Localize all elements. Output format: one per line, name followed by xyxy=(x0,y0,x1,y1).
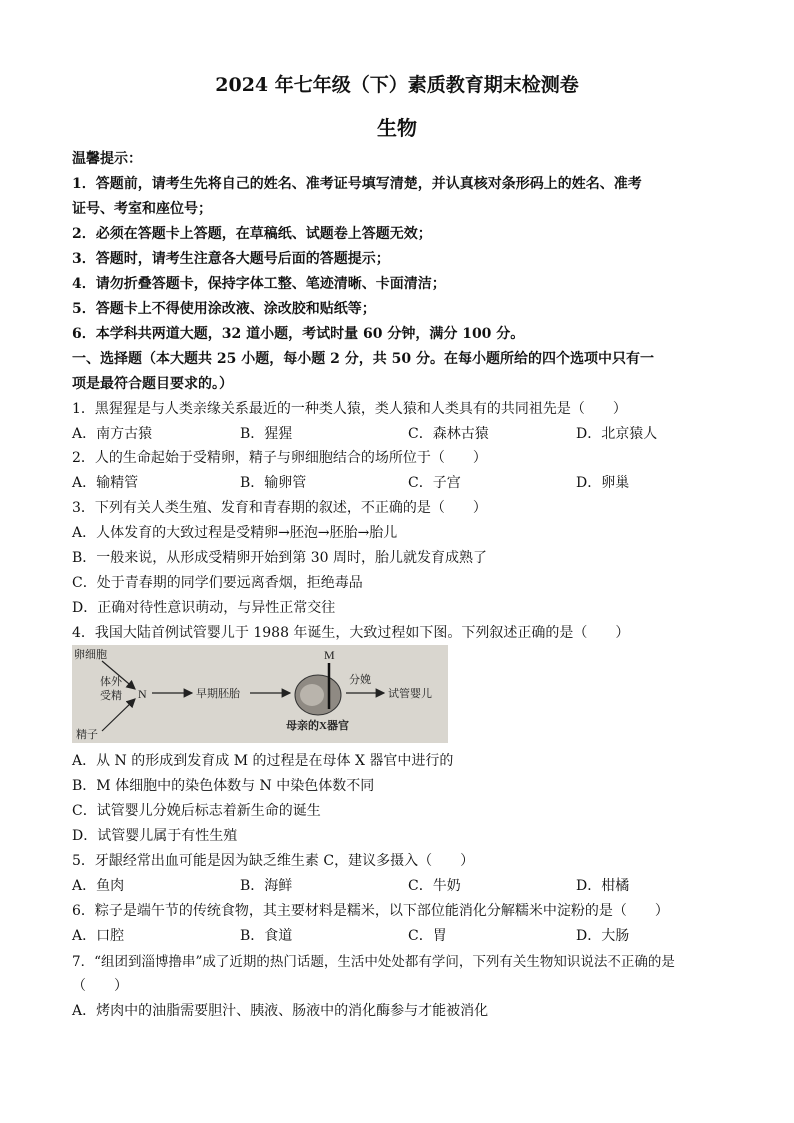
label-ivf-1: 体外 xyxy=(100,676,122,688)
question-1-options xyxy=(72,423,732,443)
option-d: D．柑橘 xyxy=(576,878,630,894)
option-c: C．子宫 xyxy=(408,475,461,491)
option-b: B．猩猩 xyxy=(240,426,293,442)
subject-title: 生物 xyxy=(377,116,417,140)
tip-line: 5．答题卡上不得使用涂改液、涂改胶和贴纸等； xyxy=(72,301,376,317)
label-ivf-2: 受精 xyxy=(100,690,122,702)
tip-line: 2．必须在答题卡上答题，在草稿纸、试题卷上答题无效； xyxy=(72,226,432,242)
option-c: C．胃 xyxy=(408,928,447,944)
option-d: D．大肠 xyxy=(576,928,630,944)
label-baby: 试管婴儿 xyxy=(388,688,432,700)
question-7-stem: 7．“组团到淄博撸串”成了近期的热门话题，生活中处处都有学问，下列有关生物知识说法不正确的是 xyxy=(72,954,675,970)
option-d: D．北京猿人 xyxy=(576,426,658,442)
option-a: A．口腔 xyxy=(72,928,125,944)
option-c: C．牛奶 xyxy=(408,878,461,894)
option-c: C．处于青春期的同学们要远离香烟，拒绝毒品 xyxy=(72,575,363,591)
question-5-options xyxy=(72,875,732,895)
option-a: A．输精管 xyxy=(72,475,139,491)
option-d: D．卵巢 xyxy=(576,475,630,491)
question-2-stem: 2．人的生命起始于受精卵，精子与卵细胞结合的场所位于（ ） xyxy=(72,450,487,466)
question-7-stem-cont: （ ） xyxy=(72,978,128,994)
label-egg: 卵细胞 xyxy=(74,649,107,661)
option-b: B．海鲜 xyxy=(240,878,293,894)
option-a: A．从 N 的形成到发育成 M 的过程是在母体 X 器官中进行的 xyxy=(72,753,454,769)
tip-line: 4．请勿折叠答题卡，保持字体工整、笔迹清晰、卡面清洁； xyxy=(72,276,446,292)
label-birth: 分娩 xyxy=(349,674,371,686)
option-c: C．试管婴儿分娩后标志着新生命的诞生 xyxy=(72,803,321,819)
option-a: A．鱼肉 xyxy=(72,878,125,894)
question-1-stem: 1．黑猩猩是与人类亲缘关系最近的一种类人猿，类人猿和人类具有的共同祖先是（ ） xyxy=(72,401,627,417)
question-3-stem: 3．下列有关人类生殖、发育和青春期的叙述，不正确的是（ ） xyxy=(72,500,487,516)
label-organ: 母亲的X器官 xyxy=(286,720,349,732)
tip-line: 6．本学科共两道大题，32 道小题，考试时量 60 分钟，满分 100 分。 xyxy=(72,326,525,342)
tip-line: 3．答题时，请考生注意各大题号后面的答题提示； xyxy=(72,251,390,267)
option-a: A．南方古猿 xyxy=(72,426,153,442)
option-b: B．食道 xyxy=(240,928,293,944)
label-sperm: 精子 xyxy=(76,729,98,741)
option-b: B．输卵管 xyxy=(240,475,307,491)
question-2-options xyxy=(72,472,732,492)
label-n: N xyxy=(138,687,147,701)
ivf-diagram xyxy=(72,645,448,743)
question-4-stem: 4．我国大陆首例试管婴儿于 1988 年诞生，大致过程如下图。下列叙述正确的是（ ） xyxy=(72,625,630,641)
option-a: A．人体发育的大致过程是受精卵→胚泡→胚胎→胎儿 xyxy=(72,525,398,541)
tip-line: 1．答题前，请考生先将自己的姓名、准考证号填写清楚，并认真核对条形码上的姓名、准考 xyxy=(72,176,642,192)
section-heading: 一、选择题（本大题共 25 小题，每小题 2 分，共 50 分。在每小题所给的四个选项中只有一 xyxy=(72,351,654,367)
option-d: D．试管婴儿属于有性生殖 xyxy=(72,828,238,844)
organ-detail xyxy=(300,684,324,706)
question-5-stem: 5．牙龈经常出血可能是因为缺乏维生素 C，建议多摄入（ ） xyxy=(72,853,475,869)
option-a: A．烤肉中的油脂需要胆汁、胰液、肠液中的消化酶参与才能被消化 xyxy=(72,1003,489,1019)
option-c: C．森林古猿 xyxy=(408,426,489,442)
question-6-stem: 6．粽子是端午节的传统食物，其主要材料是糯米，以下部位能消化分解糯米中淀粉的是（ ） xyxy=(72,903,669,919)
label-m: M xyxy=(324,648,335,662)
tip-line: 证号、考室和座位号； xyxy=(72,201,212,217)
label-embryo: 早期胚胎 xyxy=(196,688,240,700)
arrow-sperm xyxy=(102,699,135,731)
question-6-options xyxy=(72,925,732,945)
option-b: B．M 体细胞中的染色体数与 N 中染色体数不同 xyxy=(72,778,375,794)
option-d: D．正确对待性意识萌动，与异性正常交往 xyxy=(72,600,336,616)
tips-heading: 温馨提示： xyxy=(72,151,142,167)
section-heading-cont: 项是最符合题目要求的。） xyxy=(72,376,233,392)
exam-title: 2024 年七年级（下）素质教育期末检测卷 xyxy=(215,74,579,96)
option-b: B．一般来说，从形成受精卵开始到第 30 周时，胎儿就发育成熟了 xyxy=(72,550,488,566)
